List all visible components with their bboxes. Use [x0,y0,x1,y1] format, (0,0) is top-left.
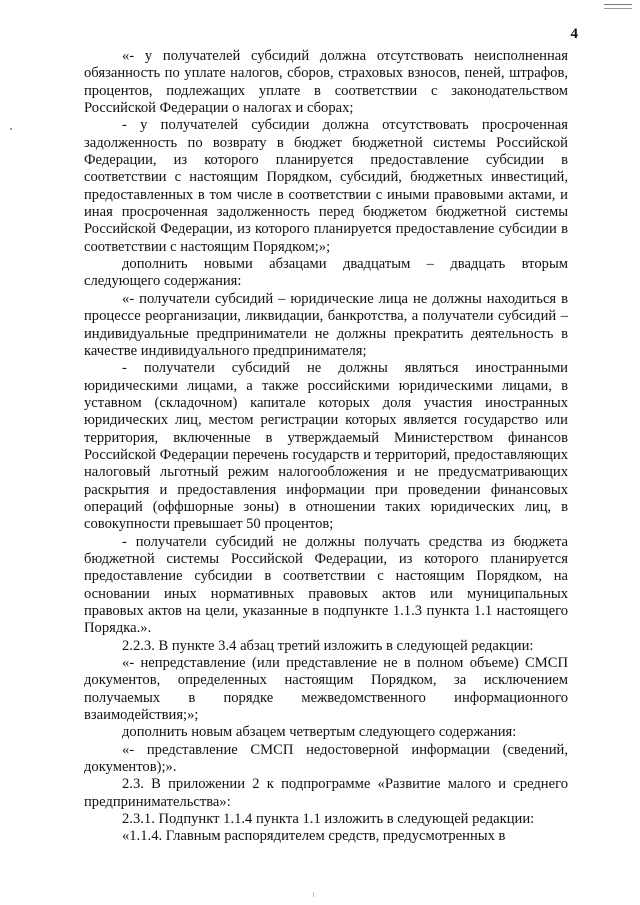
paragraph: дополнить новыми абзацами двадцатым – двадцать вторым следующего содержания: [84,256,568,290]
paragraph: «- представление СМСП недостоверной информации (сведений, документов);». [84,741,568,776]
document-body [84,48,568,846]
paragraph: 2.2.3. В пункте 3.4 абзац третий изложить в следующей редакции: [122,637,534,654]
paragraph: «- у получателей субсидий должна отсутствовать неисполненная обязанность по уплате налогов, сборов, страховых взносов, пеней, штрафов, процентов, подлежащих уплате в соответствии с законодательством Российской Федерации о налогах и сборах; [84,48,568,117]
scan-artifact-tick [313,892,314,897]
paragraph: «- непредставление (или представление не в полном объеме) СМСП документов, определенных настоящим Порядком, за исключением получаемых в порядке межведомственного информационного взаимодействия;»; [84,655,568,724]
paragraph: - получатели субсидий не должны получать средства из бюджета бюджетной системы Российской Федерации, из которого планируется предоставление субсидии в соответствии с настоящим Порядком, на основании иных нормативных правовых актов или муниципальных правовых актов на цели, указанные в подпункте 1.1.3 пункта 1.1 настоящего Порядка.». [84,533,568,637]
scan-corner-mark [604,4,632,9]
scan-artifact-dot [10,128,12,130]
paragraph: 2.3.1. Подпункт 1.1.4 пункта 1.1 изложить в следующей редакции: [122,811,535,828]
paragraph: - получатели субсидий не должны являться иностранными юридическими лицами, а также российскими юридическими лицами, в уставном (складочном) капитале которых доля участия иностранных юридических лиц, местом регистрации которых является государство или территория, включенные в утверждаемый Министерством финансов Российской Федерации перечень государств и территорий, предоставляющих налоговый льготный режим налогообложения и не предусматривающих раскрытия и предоставления информации при проведении финансовых операций (оффшорные зоны) в отношении таких юридических лиц, в совокупности превышает 50 процентов; [84,360,568,533]
page-number: 4 [570,26,578,42]
paragraph: «- получатели субсидий – юридические лица не должны находиться в процессе реорганизации, ликвидации, банкротства, а получатели субсидий – индивидуальные предприниматели не должны прекратить деятельность в качестве индивидуального предпринимателя; [84,290,568,359]
paragraph: дополнить новым абзацем четвертым следующего содержания: [122,724,517,741]
paragraph: «1.1.4. Главным распорядителем средств, предусмотренных в [122,828,506,845]
paragraph: - у получателей субсидии должна отсутствовать просроченная задолженность по возврату в бюджет бюджетной системы Российской Федерации, из которого планируется предоставление субсидии в соответствии с настоящим Порядком, субсидий, бюджетных инвестиций, предоставленных в том числе в соответствии с иными правовыми актами, и иная просроченная задолженность перед бюджетом бюджетной системы Российской Федерации, из которого планируется предоставление субсидии в соответствии с настоящим Порядком;»; [84,117,568,255]
paragraph: 2.3. В приложении 2 к подпрограмме «Развитие малого и среднего предпринимательства»: [84,776,568,810]
